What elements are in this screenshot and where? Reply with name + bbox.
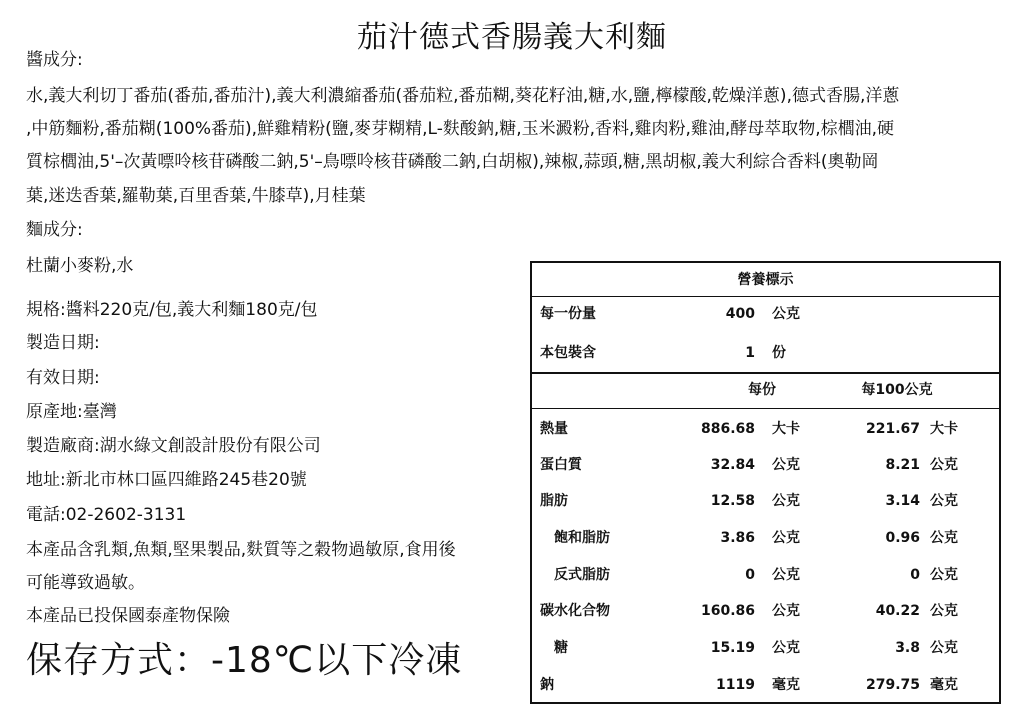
sauce-ingredients-line-2: ,中筋麵粉,番茄糊(100%番茄),鮮雞精粉(鹽,麥芽糊精,L-麩酸鈉,糖,玉米澱粉,香料,雞肉粉,雞油,酵母萃取物,棕櫚油,硬 xyxy=(26,119,895,139)
sauce-ingredients-label: 醬成分: xyxy=(26,50,83,70)
servings-per-package-label: 本包裝含 xyxy=(540,345,596,361)
manufacturer: 製造廠商:湖水綠文創設計股份有限公司 xyxy=(26,436,321,456)
sauce-ingredients-line-3: 質棕櫚油,5'–次黃嘌呤核苷磷酸二鈉,5'–鳥嘌呤核苷磷酸二鈉,白胡椒),辣椒,蒜頭,糖,黑胡椒,義大利綜合香料(奧勒岡 xyxy=(26,152,879,172)
origin: 原產地:臺灣 xyxy=(26,402,117,422)
nutrient-unit: 公克 xyxy=(772,457,800,473)
nutrient-per-serving-sugar: 15.19 xyxy=(710,640,755,656)
nutrient-unit: 公克 xyxy=(930,530,958,546)
nutrient-name-carbohydrate: 碳水化合物 xyxy=(540,603,610,619)
nutrient-per-100g-fat: 3.14 xyxy=(885,493,920,509)
column-header-per-100g: 每100公克 xyxy=(861,382,933,398)
nutrient-per-100g-saturated-fat: 0.96 xyxy=(885,530,920,546)
nutrient-unit: 公克 xyxy=(772,530,800,546)
nutrient-per-serving-trans-fat: 0 xyxy=(745,567,755,583)
nutrient-name-sugar: 糖 xyxy=(554,640,568,656)
nutrient-unit: 毫克 xyxy=(930,677,958,693)
manufacture-date: 製造日期: xyxy=(26,333,100,353)
insurance-note: 本產品已投保國泰產物保險 xyxy=(26,606,230,626)
divider xyxy=(532,372,999,374)
nutrient-unit: 公克 xyxy=(930,493,958,509)
allergen-warning-line-1: 本產品含乳類,魚類,堅果製品,麩質等之穀物過敏原,食用後 xyxy=(26,540,456,560)
column-header-per-serving: 每份 xyxy=(748,382,776,398)
nutrient-unit: 毫克 xyxy=(772,677,800,693)
product-title: 茄汁德式香腸義大利麵 xyxy=(357,20,667,55)
noodle-ingredients-label: 麵成分: xyxy=(26,220,83,240)
nutrient-per-serving-protein: 32.84 xyxy=(710,457,755,473)
nutrient-per-100g-carbohydrate: 40.22 xyxy=(875,603,920,619)
nutrient-name-saturated-fat: 飽和脂肪 xyxy=(554,530,610,546)
servings-per-package-value: 1 xyxy=(745,345,755,361)
serving-size-value: 400 xyxy=(725,306,755,322)
nutrient-name-calories: 熱量 xyxy=(540,421,568,437)
nutrient-unit: 公克 xyxy=(930,567,958,583)
nutrient-unit: 公克 xyxy=(772,493,800,509)
nutrient-unit: 公克 xyxy=(772,567,800,583)
nutrient-unit: 大卡 xyxy=(930,421,958,437)
nutrient-unit: 公克 xyxy=(772,603,800,619)
nutrient-per-serving-saturated-fat: 3.86 xyxy=(720,530,755,546)
serving-size-label: 每一份量 xyxy=(540,306,596,322)
nutrient-unit: 公克 xyxy=(930,603,958,619)
sauce-ingredients-line-4: 葉,迷迭香葉,羅勒葉,百里香葉,牛膝草),月桂葉 xyxy=(26,186,366,206)
nutrient-per-100g-protein: 8.21 xyxy=(885,457,920,473)
nutrient-per-serving-fat: 12.58 xyxy=(710,493,755,509)
nutrient-per-serving-calories: 886.68 xyxy=(700,421,755,437)
serving-size-unit: 公克 xyxy=(772,306,800,322)
spec-line: 規格:醬料220克/包,義大利麵180克/包 xyxy=(26,300,318,320)
nutrient-name-sodium: 鈉 xyxy=(540,677,554,693)
servings-per-package-unit: 份 xyxy=(772,345,786,361)
nutrition-facts-table xyxy=(530,261,1001,704)
nutrient-unit: 公克 xyxy=(930,640,958,656)
sauce-ingredients-line-1: 水,義大利切丁番茄(番茄,番茄汁),義大利濃縮番茄(番茄粒,番茄糊,葵花籽油,糖,水,鹽,檸檬酸,乾燥洋蔥),德式香腸,洋蔥 xyxy=(26,86,900,106)
nutrient-per-serving-sodium: 1119 xyxy=(716,677,755,693)
expiry-date: 有效日期: xyxy=(26,368,100,388)
phone: 電話:02-2602-3131 xyxy=(26,505,187,525)
noodle-ingredients-value: 杜蘭小麥粉,水 xyxy=(26,256,134,276)
nutrient-unit: 公克 xyxy=(930,457,958,473)
storage-instructions: 保存方式：-18℃以下冷凍 xyxy=(26,640,463,681)
nutrient-per-100g-sodium: 279.75 xyxy=(865,677,920,693)
allergen-warning-line-2: 可能導致過敏。 xyxy=(26,573,145,593)
nutrient-per-serving-carbohydrate: 160.86 xyxy=(700,603,755,619)
divider xyxy=(532,296,999,297)
nutrition-title: 營養標示 xyxy=(737,272,794,288)
nutrient-per-100g-trans-fat: 0 xyxy=(910,567,920,583)
nutrient-unit: 大卡 xyxy=(772,421,800,437)
nutrient-per-100g-calories: 221.67 xyxy=(865,421,920,437)
nutrient-name-protein: 蛋白質 xyxy=(540,457,582,473)
nutrient-per-100g-sugar: 3.8 xyxy=(895,640,920,656)
nutrient-unit: 公克 xyxy=(772,640,800,656)
nutrient-name-trans-fat: 反式脂肪 xyxy=(554,567,610,583)
nutrient-name-fat: 脂肪 xyxy=(540,493,568,509)
address: 地址:新北市林口區四維路245巷20號 xyxy=(26,470,307,490)
divider xyxy=(532,408,999,409)
